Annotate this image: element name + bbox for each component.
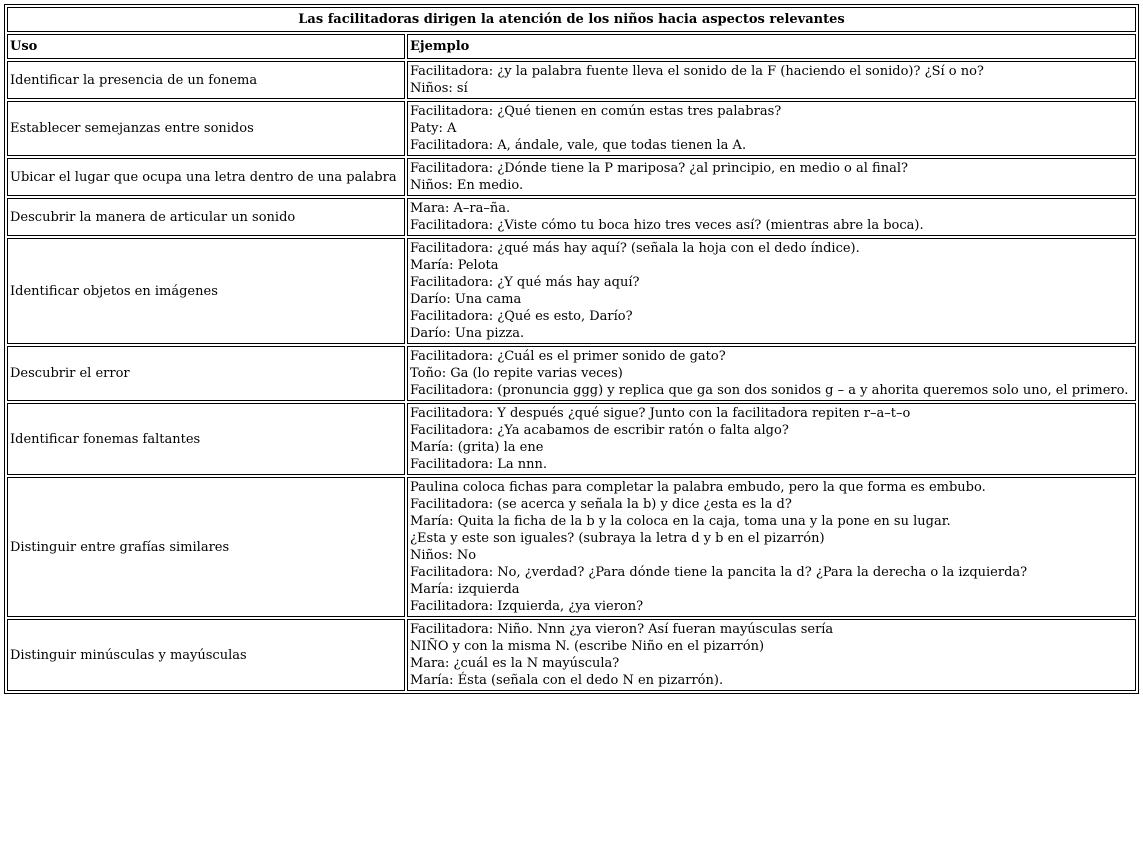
uso-cell: Distinguir minúsculas y mayúsculas [7,619,405,691]
facilitadoras-table [4,4,1139,694]
dialogue-line: Paty: A [410,121,457,136]
dialogue-line: Mara: A–ra–ña. [410,201,511,216]
dialogue-line: Facilitadora: ¿Qué es esto, Darío? [410,309,633,324]
uso-cell: Ubicar el lugar que ocupa una letra dentro de una palabra [7,158,405,196]
dialogue-line: Facilitadora: ¿qué más hay aquí? (señala la hoja con el dedo índice). [410,241,860,256]
table-row [7,158,1136,196]
dialogue-line: Niños: sí [410,81,468,96]
dialogue-line: Mara: ¿cuál es la N mayúscula? [410,656,620,671]
dialogue-line: Facilitadora: ¿Cuál es el primer sonido de gato? [410,349,726,364]
dialogue-line: Facilitadora: ¿y la palabra fuente lleva el sonido de la F (haciendo el sonido)? ¿Sí o no? [410,64,984,79]
table-row [7,403,1136,475]
dialogue-line: Facilitadora: ¿Viste cómo tu boca hizo tres veces así? (mientras abre la boca). [410,218,924,233]
dialogue-line: Niños: En medio. [410,178,524,193]
dialogue-line: Facilitadora: Izquierda, ¿ya vieron? [410,599,644,614]
uso-cell: Distinguir entre grafías similares [7,477,405,617]
dialogue-line: Darío: Una cama [410,292,522,307]
dialogue-line: Toño: Ga (lo repite varias veces) [410,366,623,381]
ejemplo-cell [407,238,1136,344]
ejemplo-cell [407,477,1136,617]
table-body [7,61,1136,691]
table-row [7,101,1136,156]
dialogue-line: María: Ésta (señala con el dedo N en pizarrón). [410,673,724,688]
dialogue-line: María: Pelota [410,258,499,273]
ejemplo-cell [407,101,1136,156]
dialogue-line: Facilitadora: ¿Qué tienen en común estas tres palabras? [410,104,782,119]
dialogue-line: Niños: No [410,548,477,563]
dialogue-line: Facilitadora: A, ándale, vale, que todas tienen la A. [410,138,747,153]
dialogue-line: Facilitadora: Niño. Nnn ¿ya vieron? Así fueran mayúsculas sería [410,622,834,637]
table-title: Las facilitadoras dirigen la atención de los niños hacia aspectos relevantes [7,7,1136,32]
uso-cell: Identificar fonemas faltantes [7,403,405,475]
dialogue-line: María: Quita la ficha de la b y la coloca en la caja, toma una y la pone en su lugar. [410,514,951,529]
uso-cell: Establecer semejanzas entre sonidos [7,101,405,156]
ejemplo-cell [407,346,1136,401]
table-row [7,346,1136,401]
dialogue-line: Facilitadora: ¿Ya acabamos de escribir ratón o falta algo? [410,423,789,438]
dialogue-line: María: (grita) la ene [410,440,544,455]
dialogue-line: NIÑO y con la misma N. (escribe Niño en el pizarrón) [410,639,765,654]
dialogue-line: Facilitadora: Y después ¿qué sigue? Junto con la facilitadora repiten r–a–t–o [410,406,911,421]
uso-cell: Identificar la presencia de un fonema [7,61,405,99]
table-row [7,198,1136,236]
dialogue-line: Facilitadora: No, ¿verdad? ¿Para dónde tiene la pancita la d? ¿Para la derecha o la izquierda? [410,565,1028,580]
dialogue-line: Facilitadora: ¿Dónde tiene la P mariposa? ¿al principio, en medio o al final? [410,161,908,176]
dialogue-line: María: izquierda [410,582,520,597]
dialogue-line: Facilitadora: (pronuncia ggg) y replica que ga son dos sonidos g – a y ahorita queremos solo uno, el primero. [410,383,1129,398]
dialogue-line: Facilitadora: (se acerca y señala la b) y dice ¿esta es la d? [410,497,792,512]
dialogue-line: Facilitadora: ¿Y qué más hay aquí? [410,275,640,290]
uso-cell: Descubrir la manera de articular un sonido [7,198,405,236]
table-row [7,238,1136,344]
table-row [7,477,1136,617]
ejemplo-cell [407,158,1136,196]
dialogue-line: Facilitadora: La nnn. [410,457,548,472]
dialogue-line: ¿Esta y este son iguales? (subraya la letra d y b en el pizarrón) [410,531,825,546]
ejemplo-cell [407,403,1136,475]
uso-cell: Identificar objetos en imágenes [7,238,405,344]
dialogue-line: Darío: Una pizza. [410,326,525,341]
ejemplo-cell [407,619,1136,691]
ejemplo-cell [407,61,1136,99]
column-header-uso: Uso [7,34,405,59]
dialogue-line: Paulina coloca fichas para completar la palabra embudo, pero la que forma es embubo. [410,480,986,495]
table-row [7,619,1136,691]
ejemplo-cell [407,198,1136,236]
table-row [7,61,1136,99]
column-header-ejemplo: Ejemplo [407,34,1136,59]
uso-cell: Descubrir el error [7,346,405,401]
